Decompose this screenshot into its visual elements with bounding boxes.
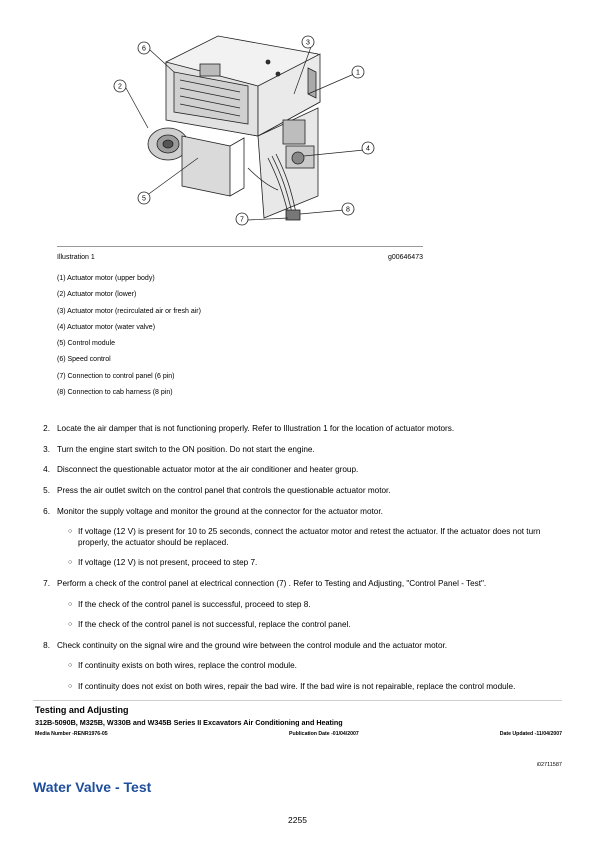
callout-label-2: 2: [118, 83, 122, 91]
step-number: 5.: [43, 486, 50, 496]
illustration-caption-row: [57, 254, 423, 261]
footer-models: 312B-5090B, M325B, W330B and W345B Series II Excavators Air Conditioning and Heating: [35, 718, 343, 727]
step-text: Turn the engine start switch to the ON position. Do not start the engine.: [57, 444, 315, 454]
callout-legend: [57, 271, 201, 401]
step-2: [36, 424, 566, 435]
document-id: i02711587: [536, 762, 562, 768]
hvac-unit-illustration: [108, 28, 378, 238]
step-4: [36, 465, 566, 476]
callout-label-5: 5: [142, 195, 146, 203]
step-number: 6.: [43, 506, 50, 516]
caption-divider: [57, 246, 423, 247]
callout-label-4: 4: [366, 145, 370, 153]
legend-item: (7) Connection to control panel (6 pin): [57, 372, 175, 380]
legend-item: (8) Connection to cab harness (8 pin): [57, 389, 173, 397]
procedure-steps: [36, 424, 566, 702]
substep: [36, 600, 566, 611]
substep: [36, 620, 566, 631]
bullet-icon: ○: [68, 528, 73, 536]
callout-label-1: 1: [356, 69, 360, 77]
step-5: [36, 486, 566, 497]
legend-item: (4) Actuator motor (water valve): [57, 323, 156, 331]
legend-item: (1) Actuator motor (upper body): [57, 275, 155, 282]
substep-text: If continuity does not exist on both wires, repair the bad wire. If the bad wire is not repairable, replace the control module.: [78, 681, 516, 691]
step-3: [36, 445, 566, 456]
footer-divider: [33, 700, 562, 701]
step-number: 4.: [43, 465, 50, 475]
callout-label-7: 7: [240, 216, 244, 224]
step-text: Locate the air damper that is not functioning properly. Refer to Illustration 1 for the location of actuator motors.: [57, 424, 455, 433]
step-text: Disconnect the questionable actuator motor at the air conditioner and heater group.: [57, 465, 359, 475]
substep-text: If the check of the control panel is not successful, replace the control panel.: [78, 620, 351, 630]
substep-text: If voltage (12 V) is not present, proceed to step 7.: [78, 558, 258, 568]
legend-item: (5) Control module: [57, 340, 115, 348]
substep: [36, 527, 566, 548]
step-number: 7.: [43, 578, 50, 588]
section-heading: Water Valve - Test: [33, 779, 152, 795]
step-text: Press the air outlet switch on the control panel that controls the questionable actuator motor.: [57, 486, 391, 496]
step-number: 3.: [43, 444, 50, 454]
footer-section-title: Testing and Adjusting: [35, 705, 129, 715]
step-text: Monitor the supply voltage and monitor the ground at the connector for the actuator motor.: [57, 506, 383, 516]
page-number: 2255: [288, 815, 307, 825]
callout-label-3: 3: [306, 39, 310, 47]
legend-item: (2) Actuator motor (lower): [57, 291, 137, 299]
bullet-icon: ○: [68, 682, 73, 690]
step-8: [36, 641, 566, 652]
step-6: [36, 507, 566, 518]
graphic-id: g00646473: [387, 254, 423, 261]
substep: [36, 558, 566, 569]
legend-item: (6) Speed control: [57, 356, 111, 364]
bullet-icon: ○: [68, 559, 73, 567]
callout-label-8: 8: [346, 206, 350, 214]
substep-text: If the check of the control panel is successful, proceed to step 8.: [78, 599, 311, 609]
bullet-icon: ○: [68, 662, 73, 670]
step-7: [36, 579, 566, 590]
illustration-caption: Illustration 1: [57, 254, 95, 261]
media-number: Media Number -RENR1976-05: [35, 731, 108, 737]
publication-date: Publication Date -01/04/2007: [289, 731, 359, 737]
step-number: 8.: [43, 640, 50, 650]
substep-text: If voltage (12 V) is present for 10 to 25 seconds, connect the actuator motor and retest the actuator. If the actuator does not turn properly, the actuator should be replaced.: [78, 527, 541, 547]
legend-item: (3) Actuator motor (recirculated air or fresh air): [57, 307, 201, 315]
date-updated: Date Updated -11/04/2007: [499, 731, 562, 737]
bullet-icon: ○: [68, 621, 73, 629]
step-number: 2.: [43, 424, 50, 433]
substep: [36, 682, 566, 693]
footer-metadata: [35, 731, 562, 737]
substep: [36, 661, 566, 672]
bullet-icon: ○: [68, 600, 73, 608]
substep-text: If continuity exists on both wires, replace the control module.: [78, 661, 297, 671]
step-text: Check continuity on the signal wire and the ground wire between the control module and the actuator motor.: [57, 640, 448, 650]
step-text: Perform a check of the control panel at electrical connection (7) . Refer to Testing and Adjusting, "Control Panel - Test".: [57, 578, 487, 588]
callout-label-6: 6: [142, 45, 146, 53]
